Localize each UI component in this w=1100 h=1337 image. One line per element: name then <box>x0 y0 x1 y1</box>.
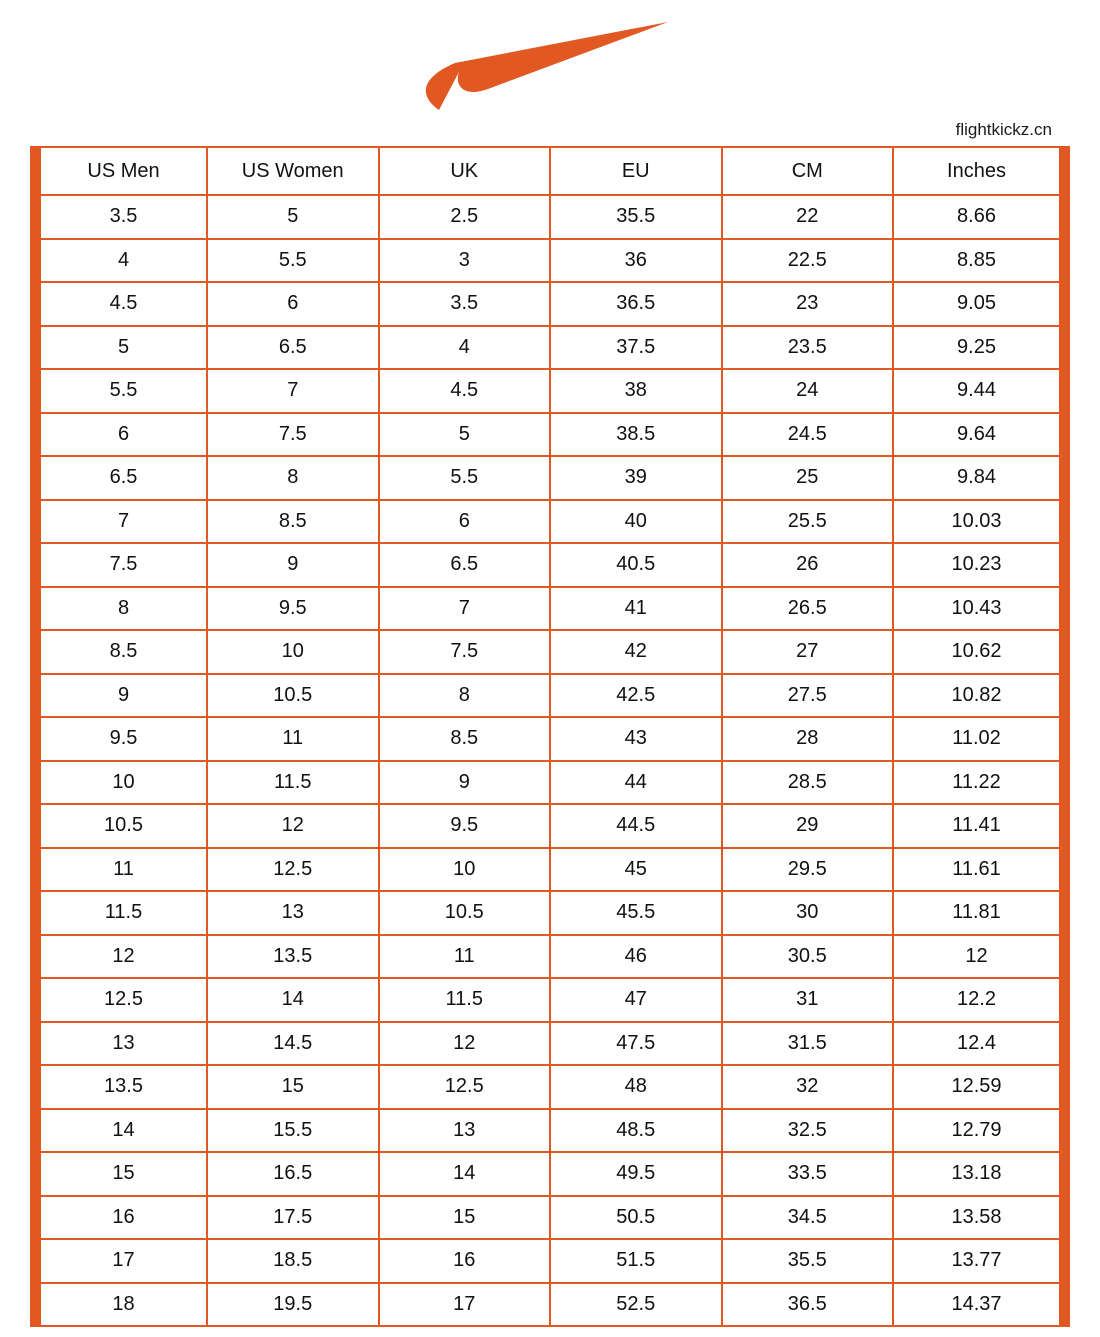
table-cell: 47.5 <box>550 1022 722 1066</box>
table-cell: 13 <box>207 891 379 935</box>
table-cell: 46 <box>550 935 722 979</box>
table-cell: 12 <box>207 804 379 848</box>
table-row <box>36 500 1065 544</box>
table-cell: 45.5 <box>550 891 722 935</box>
table-cell: 42 <box>550 630 722 674</box>
table-cell: 32.5 <box>722 1109 894 1153</box>
table-cell: 10 <box>379 848 551 892</box>
table-cell: 6.5 <box>36 456 208 500</box>
table-cell: 5 <box>207 195 379 239</box>
table-cell: 29 <box>722 804 894 848</box>
table-cell: 8.66 <box>893 195 1065 239</box>
table-cell: 12.59 <box>893 1065 1065 1109</box>
table-cell: 12 <box>36 935 208 979</box>
table-cell: 11.02 <box>893 717 1065 761</box>
table-cell: 35.5 <box>550 195 722 239</box>
column-header-uk: UK <box>379 147 551 195</box>
table-cell: 17.5 <box>207 1196 379 1240</box>
table-cell: 7.5 <box>379 630 551 674</box>
table-cell: 4.5 <box>379 369 551 413</box>
table-cell: 10.82 <box>893 674 1065 718</box>
table-cell: 7 <box>207 369 379 413</box>
table-row <box>36 630 1065 674</box>
table-cell: 9.25 <box>893 326 1065 370</box>
table-cell: 4 <box>36 239 208 283</box>
table-cell: 8.85 <box>893 239 1065 283</box>
table-cell: 25 <box>722 456 894 500</box>
table-cell: 8 <box>379 674 551 718</box>
table-cell: 7 <box>36 500 208 544</box>
table-cell: 5.5 <box>379 456 551 500</box>
table-cell: 9.84 <box>893 456 1065 500</box>
table-cell: 9.44 <box>893 369 1065 413</box>
table-cell: 9.5 <box>207 587 379 631</box>
table-cell: 24.5 <box>722 413 894 457</box>
table-cell: 12.5 <box>379 1065 551 1109</box>
table-cell: 9.64 <box>893 413 1065 457</box>
table-cell: 10 <box>36 761 208 805</box>
table-cell: 38.5 <box>550 413 722 457</box>
table-cell: 12.4 <box>893 1022 1065 1066</box>
table-cell: 9.5 <box>379 804 551 848</box>
table-cell: 18 <box>36 1283 208 1327</box>
column-header-us-men: US Men <box>36 147 208 195</box>
table-cell: 48 <box>550 1065 722 1109</box>
table-cell: 15.5 <box>207 1109 379 1153</box>
table-cell: 36.5 <box>550 282 722 326</box>
table-cell: 10.03 <box>893 500 1065 544</box>
table-cell: 6 <box>379 500 551 544</box>
table-cell: 27.5 <box>722 674 894 718</box>
table-cell: 22.5 <box>722 239 894 283</box>
table-cell: 10.43 <box>893 587 1065 631</box>
table-cell: 44.5 <box>550 804 722 848</box>
table-cell: 14.5 <box>207 1022 379 1066</box>
table-cell: 25.5 <box>722 500 894 544</box>
table-row <box>36 848 1065 892</box>
table-cell: 12.5 <box>36 978 208 1022</box>
table-cell: 5.5 <box>207 239 379 283</box>
table-cell: 36.5 <box>722 1283 894 1327</box>
table-row <box>36 978 1065 1022</box>
table-cell: 52.5 <box>550 1283 722 1327</box>
table-cell: 5 <box>36 326 208 370</box>
table-cell: 19.5 <box>207 1283 379 1327</box>
watermark: flightkickz.cn <box>955 120 1052 139</box>
table-cell: 12.5 <box>207 848 379 892</box>
table-cell: 45 <box>550 848 722 892</box>
table-cell: 50.5 <box>550 1196 722 1240</box>
table-cell: 4 <box>379 326 551 370</box>
table-row <box>36 413 1065 457</box>
table-cell: 17 <box>379 1283 551 1327</box>
table-cell: 8.5 <box>36 630 208 674</box>
table-row <box>36 1283 1065 1327</box>
table-row <box>36 674 1065 718</box>
table-cell: 11 <box>36 848 208 892</box>
table-cell: 29.5 <box>722 848 894 892</box>
table-cell: 9.5 <box>36 717 208 761</box>
table-cell: 33.5 <box>722 1152 894 1196</box>
table-cell: 6.5 <box>379 543 551 587</box>
table-cell: 13.77 <box>893 1239 1065 1283</box>
table-cell: 44 <box>550 761 722 805</box>
table-cell: 28 <box>722 717 894 761</box>
size-chart-container <box>0 146 1100 1327</box>
table-cell: 35.5 <box>722 1239 894 1283</box>
table-cell: 8.5 <box>379 717 551 761</box>
table-cell: 14 <box>207 978 379 1022</box>
table-cell: 13.5 <box>207 935 379 979</box>
column-header-us-women: US Women <box>207 147 379 195</box>
column-header-eu: EU <box>550 147 722 195</box>
table-cell: 10.5 <box>379 891 551 935</box>
table-cell: 43 <box>550 717 722 761</box>
table-cell: 40 <box>550 500 722 544</box>
table-cell: 26.5 <box>722 587 894 631</box>
table-cell: 51.5 <box>550 1239 722 1283</box>
table-cell: 7.5 <box>36 543 208 587</box>
table-cell: 8 <box>207 456 379 500</box>
table-cell: 3.5 <box>36 195 208 239</box>
table-cell: 9 <box>207 543 379 587</box>
table-cell: 11.81 <box>893 891 1065 935</box>
table-cell: 37.5 <box>550 326 722 370</box>
table-cell: 41 <box>550 587 722 631</box>
table-row <box>36 1239 1065 1283</box>
table-cell: 36 <box>550 239 722 283</box>
table-cell: 11.5 <box>379 978 551 1022</box>
table-cell: 14 <box>379 1152 551 1196</box>
table-cell: 30 <box>722 891 894 935</box>
table-row <box>36 891 1065 935</box>
table-cell: 12 <box>379 1022 551 1066</box>
table-cell: 23.5 <box>722 326 894 370</box>
table-cell: 28.5 <box>722 761 894 805</box>
table-cell: 30.5 <box>722 935 894 979</box>
column-header-inches: Inches <box>893 147 1065 195</box>
nike-swoosh-logo <box>425 22 675 112</box>
table-cell: 13 <box>379 1109 551 1153</box>
table-cell: 31.5 <box>722 1022 894 1066</box>
table-cell: 32 <box>722 1065 894 1109</box>
table-cell: 17 <box>36 1239 208 1283</box>
table-cell: 7 <box>379 587 551 631</box>
table-cell: 27 <box>722 630 894 674</box>
table-row <box>36 1196 1065 1240</box>
table-cell: 16 <box>36 1196 208 1240</box>
table-cell: 18.5 <box>207 1239 379 1283</box>
table-cell: 11.22 <box>893 761 1065 805</box>
table-cell: 10.23 <box>893 543 1065 587</box>
table-row <box>36 239 1065 283</box>
table-cell: 12 <box>893 935 1065 979</box>
table-cell: 24 <box>722 369 894 413</box>
table-row <box>36 326 1065 370</box>
table-row <box>36 195 1065 239</box>
table-cell: 48.5 <box>550 1109 722 1153</box>
table-cell: 31 <box>722 978 894 1022</box>
table-cell: 16.5 <box>207 1152 379 1196</box>
table-cell: 9 <box>379 761 551 805</box>
table-row <box>36 717 1065 761</box>
table-cell: 10.5 <box>36 804 208 848</box>
table-row <box>36 456 1065 500</box>
table-cell: 6.5 <box>207 326 379 370</box>
table-row <box>36 1152 1065 1196</box>
shoe-size-chart-table <box>30 146 1070 1327</box>
table-cell: 7.5 <box>207 413 379 457</box>
table-row <box>36 1065 1065 1109</box>
table-cell: 39 <box>550 456 722 500</box>
table-cell: 49.5 <box>550 1152 722 1196</box>
table-cell: 8 <box>36 587 208 631</box>
table-cell: 14.37 <box>893 1283 1065 1327</box>
table-cell: 47 <box>550 978 722 1022</box>
table-row <box>36 1109 1065 1153</box>
table-cell: 11.5 <box>207 761 379 805</box>
table-row <box>36 935 1065 979</box>
table-cell: 11 <box>379 935 551 979</box>
table-row <box>36 369 1065 413</box>
table-cell: 11.61 <box>893 848 1065 892</box>
table-row <box>36 543 1065 587</box>
table-cell: 6 <box>207 282 379 326</box>
table-cell: 15 <box>36 1152 208 1196</box>
table-cell: 13 <box>36 1022 208 1066</box>
table-cell: 9 <box>36 674 208 718</box>
table-row <box>36 1022 1065 1066</box>
table-cell: 34.5 <box>722 1196 894 1240</box>
table-cell: 10 <box>207 630 379 674</box>
table-cell: 11.5 <box>36 891 208 935</box>
table-cell: 23 <box>722 282 894 326</box>
table-cell: 8.5 <box>207 500 379 544</box>
table-cell: 11 <box>207 717 379 761</box>
table-cell: 5 <box>379 413 551 457</box>
table-cell: 26 <box>722 543 894 587</box>
table-row <box>36 804 1065 848</box>
table-cell: 9.05 <box>893 282 1065 326</box>
table-cell: 2.5 <box>379 195 551 239</box>
table-body <box>36 195 1065 1326</box>
table-cell: 12.79 <box>893 1109 1065 1153</box>
table-cell: 5.5 <box>36 369 208 413</box>
table-cell: 22 <box>722 195 894 239</box>
table-cell: 3.5 <box>379 282 551 326</box>
table-cell: 15 <box>379 1196 551 1240</box>
table-cell: 13.18 <box>893 1152 1065 1196</box>
table-cell: 16 <box>379 1239 551 1283</box>
table-cell: 13.58 <box>893 1196 1065 1240</box>
table-row <box>36 587 1065 631</box>
table-cell: 3 <box>379 239 551 283</box>
table-header-row <box>36 147 1065 195</box>
table-cell: 12.2 <box>893 978 1065 1022</box>
table-cell: 10.5 <box>207 674 379 718</box>
column-header-cm: CM <box>722 147 894 195</box>
table-cell: 6 <box>36 413 208 457</box>
table-cell: 11.41 <box>893 804 1065 848</box>
table-cell: 38 <box>550 369 722 413</box>
table-row <box>36 761 1065 805</box>
table-cell: 14 <box>36 1109 208 1153</box>
table-cell: 42.5 <box>550 674 722 718</box>
table-row <box>36 282 1065 326</box>
logo-area <box>0 0 1100 120</box>
table-cell: 10.62 <box>893 630 1065 674</box>
table-cell: 4.5 <box>36 282 208 326</box>
table-cell: 13.5 <box>36 1065 208 1109</box>
table-cell: 40.5 <box>550 543 722 587</box>
table-cell: 15 <box>207 1065 379 1109</box>
